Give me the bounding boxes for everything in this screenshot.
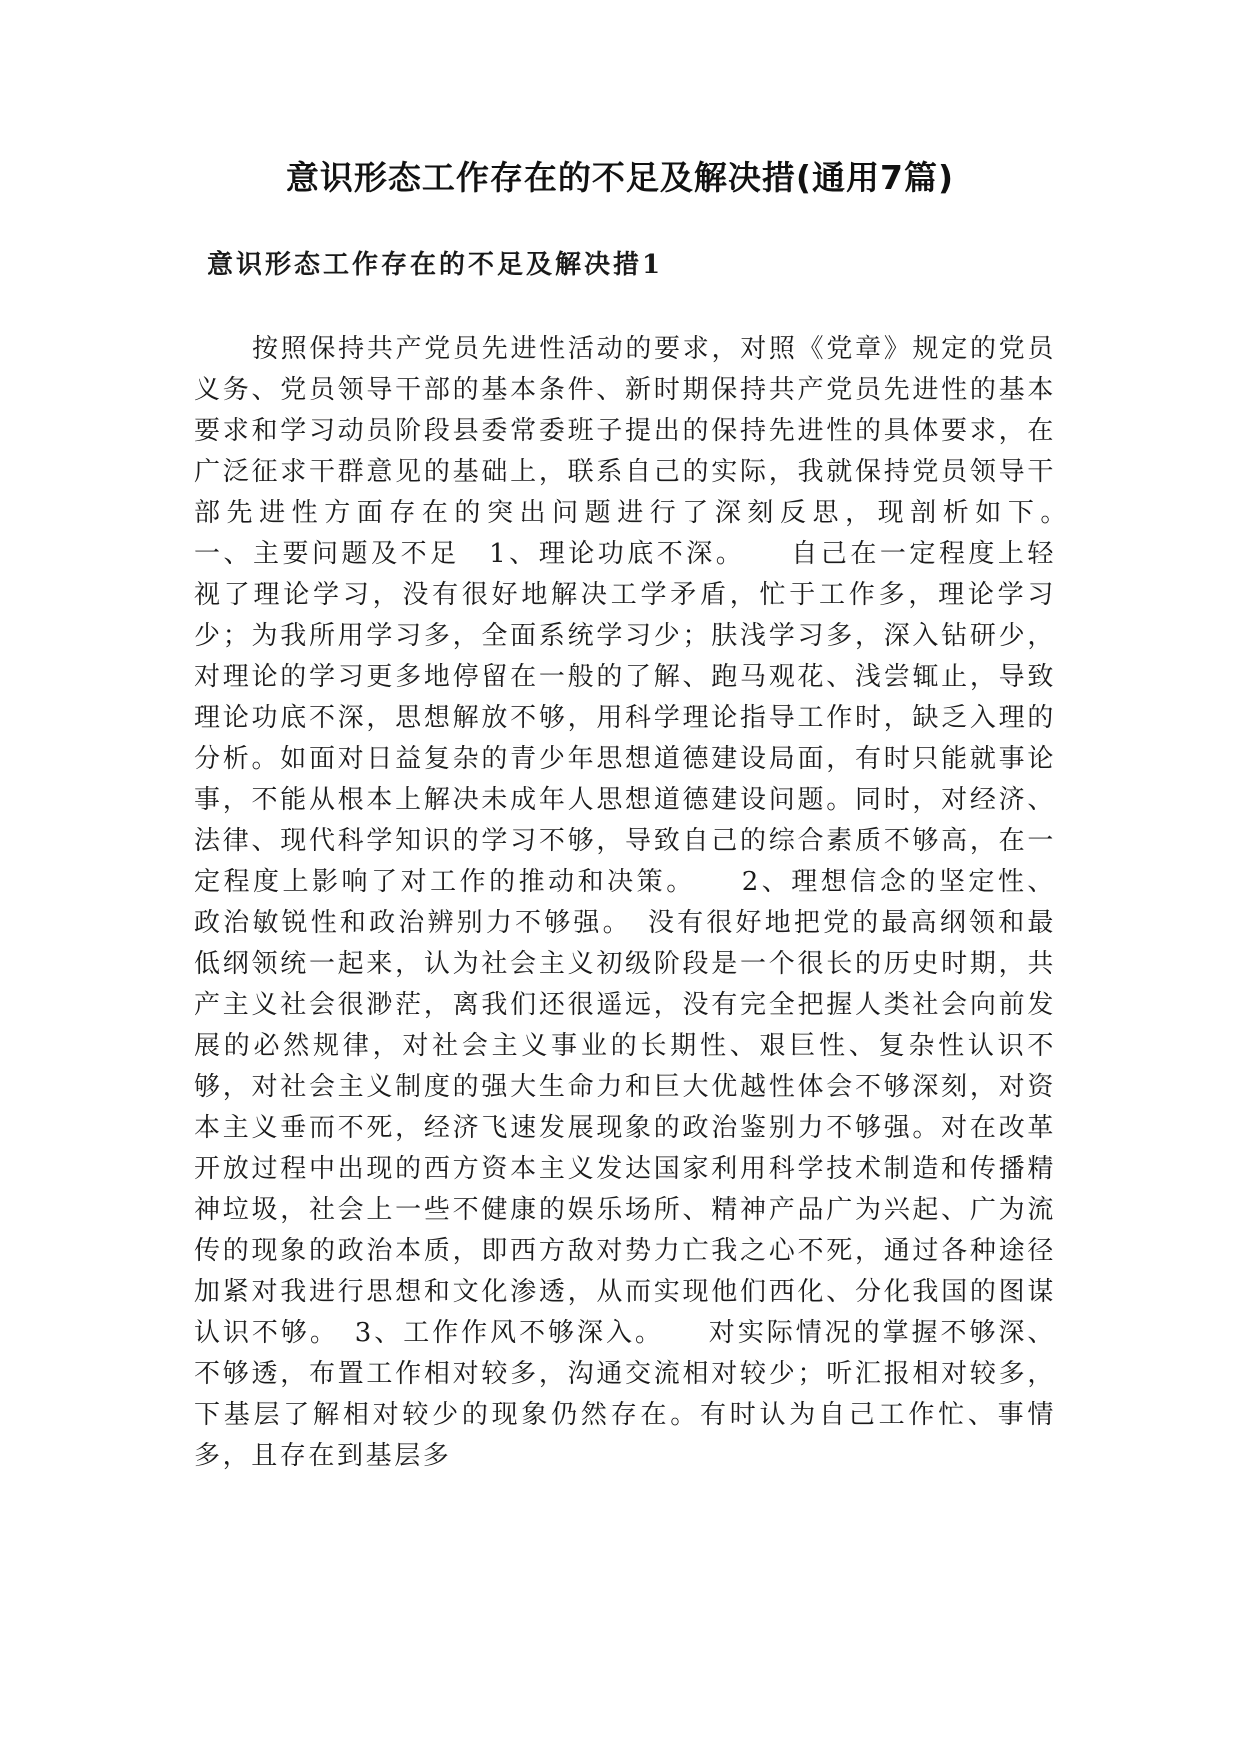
section-heading: 意识形态工作存在的不足及解决措1 <box>207 250 664 280</box>
document-title: 意识形态工作存在的不足及解决措(通用7篇) <box>285 158 955 197</box>
body-paragraph: 按照保持共产党员先进性活动的要求，对照《党章》规定的党员义务、党员领导干部的基本条件、新时期保持共产党员先进性的基本要求和学习动员阶段县委常委班子提出的保持先进性的具体要求，在广泛征求干群意见的基础上，联系自己的实际，我就保持党员领导干部先进性方面存在的突出问题进行了深刻反思，现剖析如下。 一、主要问题及不足 1、理论功底不深。 自己在一定程度上轻视了理论学习，没有很好地解决工学矛盾，忙于工作多，理论学习少；为我所用学习多，全面系统学习少；肤浅学习多，深入钻研少，对理论的学习更多地停留在一般的了解、跑马观花、浅尝辄止，导致理论功底不深，思想解放不够，用科学理论指导工作时，缺乏入理的分析。如面对日益复杂的青少年思想道德建设局面，有时只能就事论事，不能从根本上解决未成年人思想道德建设问题。同时，对经济、法律、现代科学知识的学习不够，导致自己的综合素质不够高，在一定程度上影响了对工作的推动和决策。 2、理想信念的坚定性、政治敏锐性和政治辨别力不够强。 没有很好地把党的最高纲领和最低纲领统一起来，认为社会主义初级阶段是一个很长的历史时期，共产主义社会很渺茫，离我们还很遥远，没有完全把握人类社会向前发展的必然规律，对社会主义事业的长期性、艰巨性、复杂性认识不够，对社会主义制度的强大生命力和巨大优越性体会不够深刻，对资本主义垂而不死，经济飞速发展现象的政治鉴别力不够强。对在改革开放过程中出现的西方资本主义发达国家利用科学技术制造和传播精神垃圾，社会上一些不健康的娱乐场所、精神产品广为兴起、广为流传的现象的政治本质，即西方敌对势力亡我之心不死，通过各种途径加紧对我进行思想和文化渗透，从而实现他们西化、分化我国的图谋认识不够。 3、工作作风不够深入。 对实际情况的掌握不够深、不够透，布置工作相对较多，沟通交流相对较少；听汇报相对较多，下基层了解相对较少的现象仍然存在。有时认为自己工作忙、事情多，且存在到基层多 <box>194 334 1114 1471</box>
